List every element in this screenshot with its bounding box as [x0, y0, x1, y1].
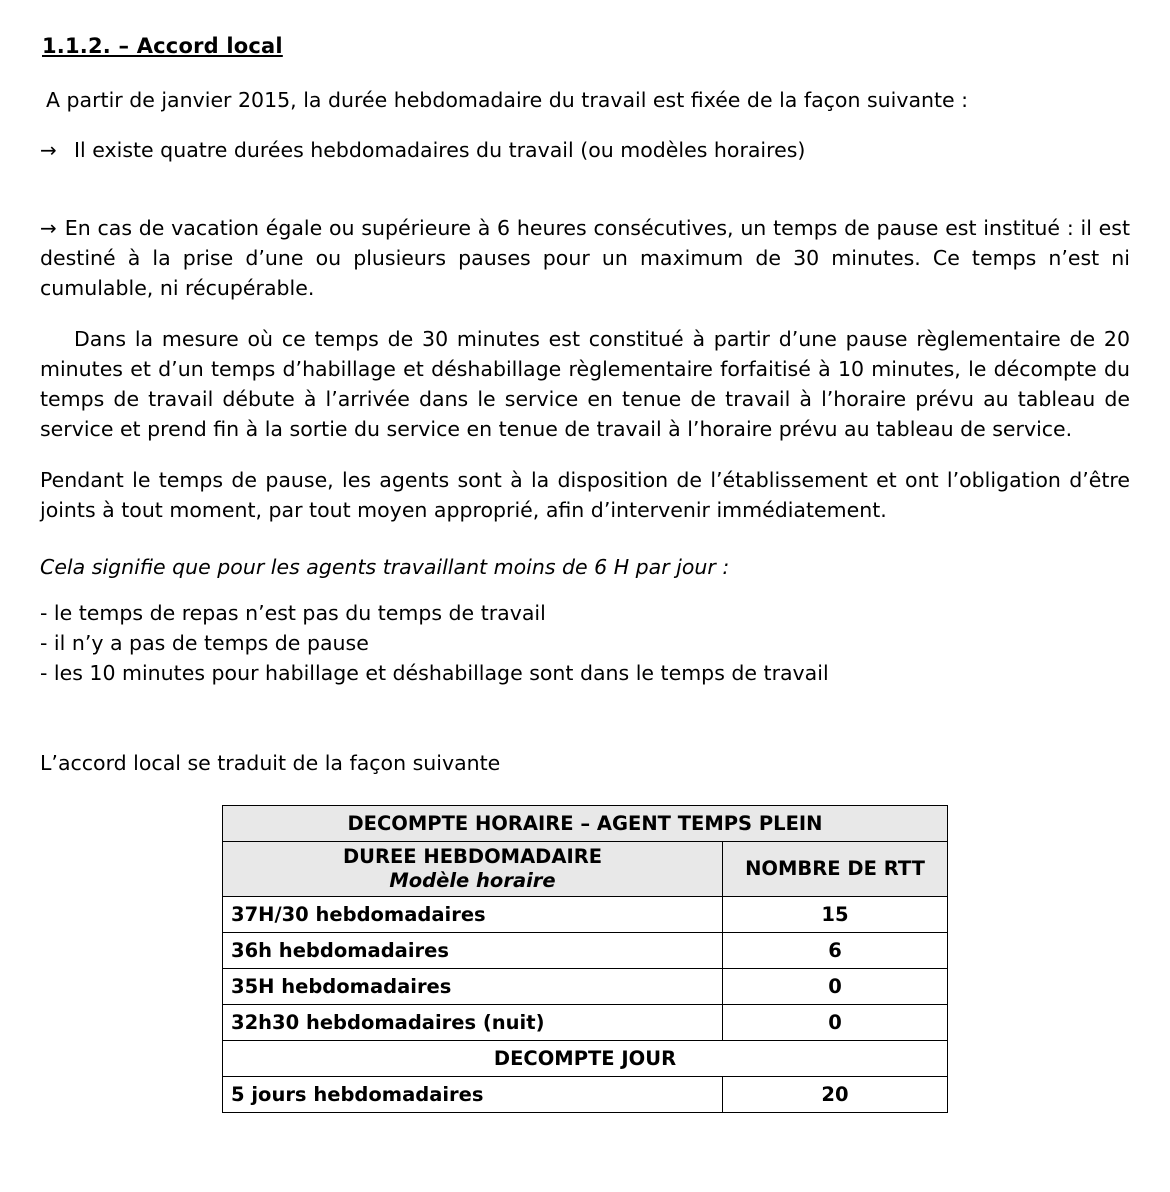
decompte-table — [222, 805, 948, 1114]
table-row — [223, 897, 948, 933]
section-heading — [40, 30, 1130, 58]
arrow-list-item — [40, 138, 1130, 162]
accord-line: L’accord local se traduit de la façon suivante — [40, 750, 501, 775]
paragraph-pause-text: En cas de vacation égale ou supérieure à 6 heures consécutives, un temps de pause est institué : il est destiné à la prise d’une ou plusieurs pauses pour un maximum de 30 minutes. Ce temps n’est ni cumulable, ni récupérable. — [40, 215, 1130, 301]
paragraph-mesure: Dans la mesure où ce temps de 30 minutes est constitué à partir d’une pause règlementaire de 20 minutes et d’un temps d’habillage et déshabillage règlementaire forfaitisé à 10 minutes, le décompte du temps de travail débute à l’arrivée dans le service en tenue de travail à l’horaire prévu au tableau de service et prend fin à la sortie du service en tenue de travail à l’horaire prévu au tableau de service. — [40, 326, 1130, 442]
table-row — [223, 1077, 948, 1113]
row-value-2: 6 — [723, 933, 948, 969]
arrow-right-icon-2: → — [40, 215, 57, 240]
table-container — [40, 805, 1130, 1114]
row-label-1: 37H/30 hebdomadaires — [223, 897, 723, 933]
arrow-list-item-text: Il existe quatre durées hebdomadaires du travail (ou modèles horaires) — [74, 138, 806, 162]
row-value-day: 20 — [723, 1077, 948, 1113]
table-row — [223, 1005, 948, 1041]
page-title: 1.1.2. – Accord local — [42, 34, 283, 58]
bullet-item-1: - le temps de repas n’est pas du temps de travail — [40, 601, 546, 626]
table-header-duration-line1: DUREE HEBDOMADAIRE — [342, 844, 603, 868]
arrow-right-icon: → — [40, 138, 57, 162]
row-value-1: 15 — [723, 897, 948, 933]
table-row — [223, 933, 948, 969]
spacer — [40, 162, 1130, 192]
table-header-rtt: NOMBRE DE RTT — [723, 841, 948, 897]
table-row-header — [223, 841, 948, 897]
italic-lead-line: Cela signifie que pour les agents travaillant moins de 6 H par jour : — [40, 554, 730, 579]
table-row-title — [223, 805, 948, 841]
row-label-2: 36h hebdomadaires — [223, 933, 723, 969]
table-row — [223, 969, 948, 1005]
row-label-day: 5 jours hebdomadaires — [223, 1077, 723, 1113]
row-label-3: 35H hebdomadaires — [223, 969, 723, 1005]
table-header-duration — [223, 841, 723, 897]
paragraph-disposition: Pendant le temps de pause, les agents sont à la disposition de l’établissement et ont l’obligation d’être joints à tout moment, par tout moyen approprié, afin d’intervenir immédiatement. — [40, 467, 1130, 522]
table-section-title: DECOMPTE JOUR — [223, 1041, 948, 1077]
table-row-section — [223, 1041, 948, 1077]
paragraph-pause — [40, 213, 1130, 304]
bullet-item-2: - il n’y a pas de temps de pause — [40, 631, 369, 656]
bullet-item-3: - les 10 minutes pour habillage et déshabillage sont dans le temps de travail — [40, 660, 829, 685]
row-value-3: 0 — [723, 969, 948, 1005]
intro-paragraph: A partir de janvier 2015, la durée hebdomadaire du travail est fixée de la façon suivante : — [46, 88, 969, 112]
row-label-4: 32h30 hebdomadaires (nuit) — [223, 1005, 723, 1041]
row-value-4: 0 — [723, 1005, 948, 1041]
table-title-cell: DECOMPTE HORAIRE – AGENT TEMPS PLEIN — [223, 805, 948, 841]
table-header-duration-line2: Modèle horaire — [389, 868, 556, 892]
